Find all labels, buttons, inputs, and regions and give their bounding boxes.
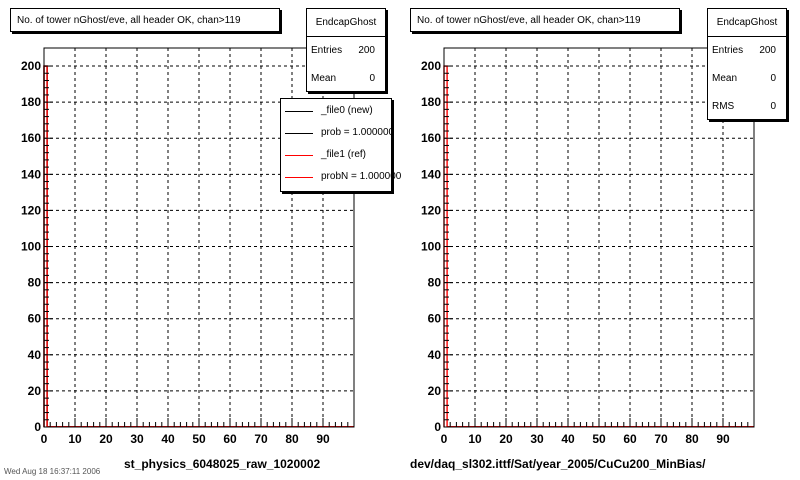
stats-row-entries xyxy=(307,37,385,65)
x-tick-label: 30 xyxy=(130,432,144,446)
y-tick-label: 100 xyxy=(20,239,41,254)
plot-title-left: No. of tower nGhost/eve, all header OK, chan>119 xyxy=(10,8,280,32)
x-tick-label: 70 xyxy=(654,432,668,446)
stats-box-left xyxy=(306,8,386,92)
legend-entry-probn xyxy=(281,167,402,189)
x-tick-label: 20 xyxy=(99,432,113,446)
legend-box-left xyxy=(280,98,402,192)
x-tick-label: 30 xyxy=(530,432,544,446)
legend-label: prob = 1.000000 xyxy=(321,127,395,138)
stats-value: 0 xyxy=(770,101,776,112)
legend-label: _file0 (new) xyxy=(321,105,373,116)
x-tick-label: 60 xyxy=(623,432,637,446)
y-tick-label: 160 xyxy=(420,131,441,146)
legend-label: probN = 1.000000 xyxy=(321,171,402,182)
y-tick-label: 20 xyxy=(27,383,41,398)
y-tick-label: 180 xyxy=(420,95,441,110)
y-tick-label: 180 xyxy=(20,95,41,110)
x-tick-label: 10 xyxy=(468,432,482,446)
x-tick-label: 60 xyxy=(223,432,237,446)
x-tick-label: 80 xyxy=(685,432,699,446)
stats-row-mean xyxy=(307,65,385,93)
x-tick-label: 90 xyxy=(316,432,330,446)
y-tick-label: 80 xyxy=(427,275,441,290)
x-axis-label-left: st_physics_6048025_raw_1020002 xyxy=(124,457,321,471)
legend-line-swatch xyxy=(285,111,313,112)
legend-entry-file1 xyxy=(281,145,391,167)
x-tick-label: 80 xyxy=(285,432,299,446)
x-tick-label: 70 xyxy=(254,432,268,446)
x-tick-label: 50 xyxy=(192,432,206,446)
stats-label: Entries xyxy=(311,45,343,56)
y-tick-label: 80 xyxy=(27,275,41,290)
stats-name: EndcapGhost xyxy=(307,9,385,37)
x-tick-label: 0 xyxy=(440,432,448,446)
y-tick-label: 0 xyxy=(34,420,41,434)
x-tick-label: 20 xyxy=(499,432,513,446)
footer-timestamp: Wed Aug 18 16:37:11 2006 xyxy=(4,467,101,476)
legend-line-swatch xyxy=(285,155,313,156)
legend-label: _file1 (ref) xyxy=(321,149,367,160)
stats-box-right xyxy=(707,8,787,120)
stats-row-entries xyxy=(708,37,786,65)
y-tick-label: 140 xyxy=(20,167,41,182)
legend-entry-prob xyxy=(281,123,395,145)
y-tick-label: 120 xyxy=(20,203,41,218)
stats-value: 0 xyxy=(770,73,776,84)
y-tick-label: 200 xyxy=(420,59,441,74)
y-tick-label: 40 xyxy=(427,347,441,362)
x-tick-label: 40 xyxy=(161,432,175,446)
y-tick-label: 60 xyxy=(427,311,441,326)
x-axis-label-right: dev/daq_sl302.ittf/Sat/year_2005/CuCu200_MinBias/ xyxy=(410,457,706,471)
stats-label: Mean xyxy=(311,73,337,84)
y-tick-label: 0 xyxy=(434,420,441,434)
plot-title-right: No. of tower nGhost/eve, all header OK, chan>119 xyxy=(410,8,680,32)
stats-name: EndcapGhost xyxy=(708,9,786,37)
y-tick-label: 120 xyxy=(420,203,441,218)
y-tick-label: 20 xyxy=(427,383,441,398)
y-tick-label: 100 xyxy=(420,239,441,254)
stats-value: 200 xyxy=(358,45,375,56)
stats-value: 0 xyxy=(369,73,375,84)
stats-row-rms xyxy=(708,93,786,121)
legend-entry-file0 xyxy=(281,101,391,123)
stats-label: Mean xyxy=(712,73,738,84)
stats-label: RMS xyxy=(712,101,735,112)
stats-row-mean xyxy=(708,65,786,93)
y-tick-label: 200 xyxy=(20,59,41,74)
legend-line-swatch xyxy=(285,177,313,178)
x-tick-label: 40 xyxy=(561,432,575,446)
x-tick-label: 50 xyxy=(592,432,606,446)
y-tick-label: 60 xyxy=(27,311,41,326)
stats-value: 200 xyxy=(759,45,776,56)
y-tick-label: 140 xyxy=(420,167,441,182)
stats-label: Entries xyxy=(712,45,744,56)
y-tick-label: 40 xyxy=(27,347,41,362)
x-tick-label: 10 xyxy=(68,432,82,446)
x-tick-label: 90 xyxy=(716,432,730,446)
legend-line-swatch xyxy=(285,133,313,134)
y-tick-label: 160 xyxy=(20,131,41,146)
x-tick-label: 0 xyxy=(40,432,48,446)
